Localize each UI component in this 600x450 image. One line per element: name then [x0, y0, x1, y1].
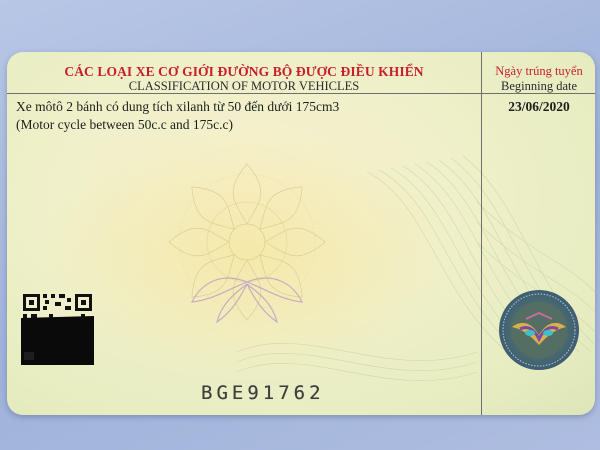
- vehicle-class-description-en: (Motor cycle between 50c.c and 175c.c): [16, 117, 234, 132]
- license-card-back: [7, 52, 595, 415]
- beginning-date-header-vn: Ngày trúng tuyển: [495, 64, 583, 78]
- classification-title-vn: CÁC LOẠI XE CƠ GIỚI ĐƯỜNG BỘ ĐƯỢC ĐIỀU KHIỂN: [64, 64, 424, 79]
- hologram-seal-icon: [498, 289, 580, 371]
- card-serial-number: BGE91762: [201, 382, 325, 404]
- qr-code: [21, 292, 94, 365]
- classification-title-en: CLASSIFICATION OF MOTOR VEHICLES: [128, 79, 360, 93]
- beginning-date-header-en: Beginning date: [500, 79, 578, 93]
- column-divider: [481, 52, 482, 415]
- vehicle-class-description-vn: Xe môtô 2 bánh có dung tích xilanh từ 50 đến dưới 175cm3: [16, 99, 340, 114]
- beginning-date-value: 23/06/2020: [508, 99, 570, 114]
